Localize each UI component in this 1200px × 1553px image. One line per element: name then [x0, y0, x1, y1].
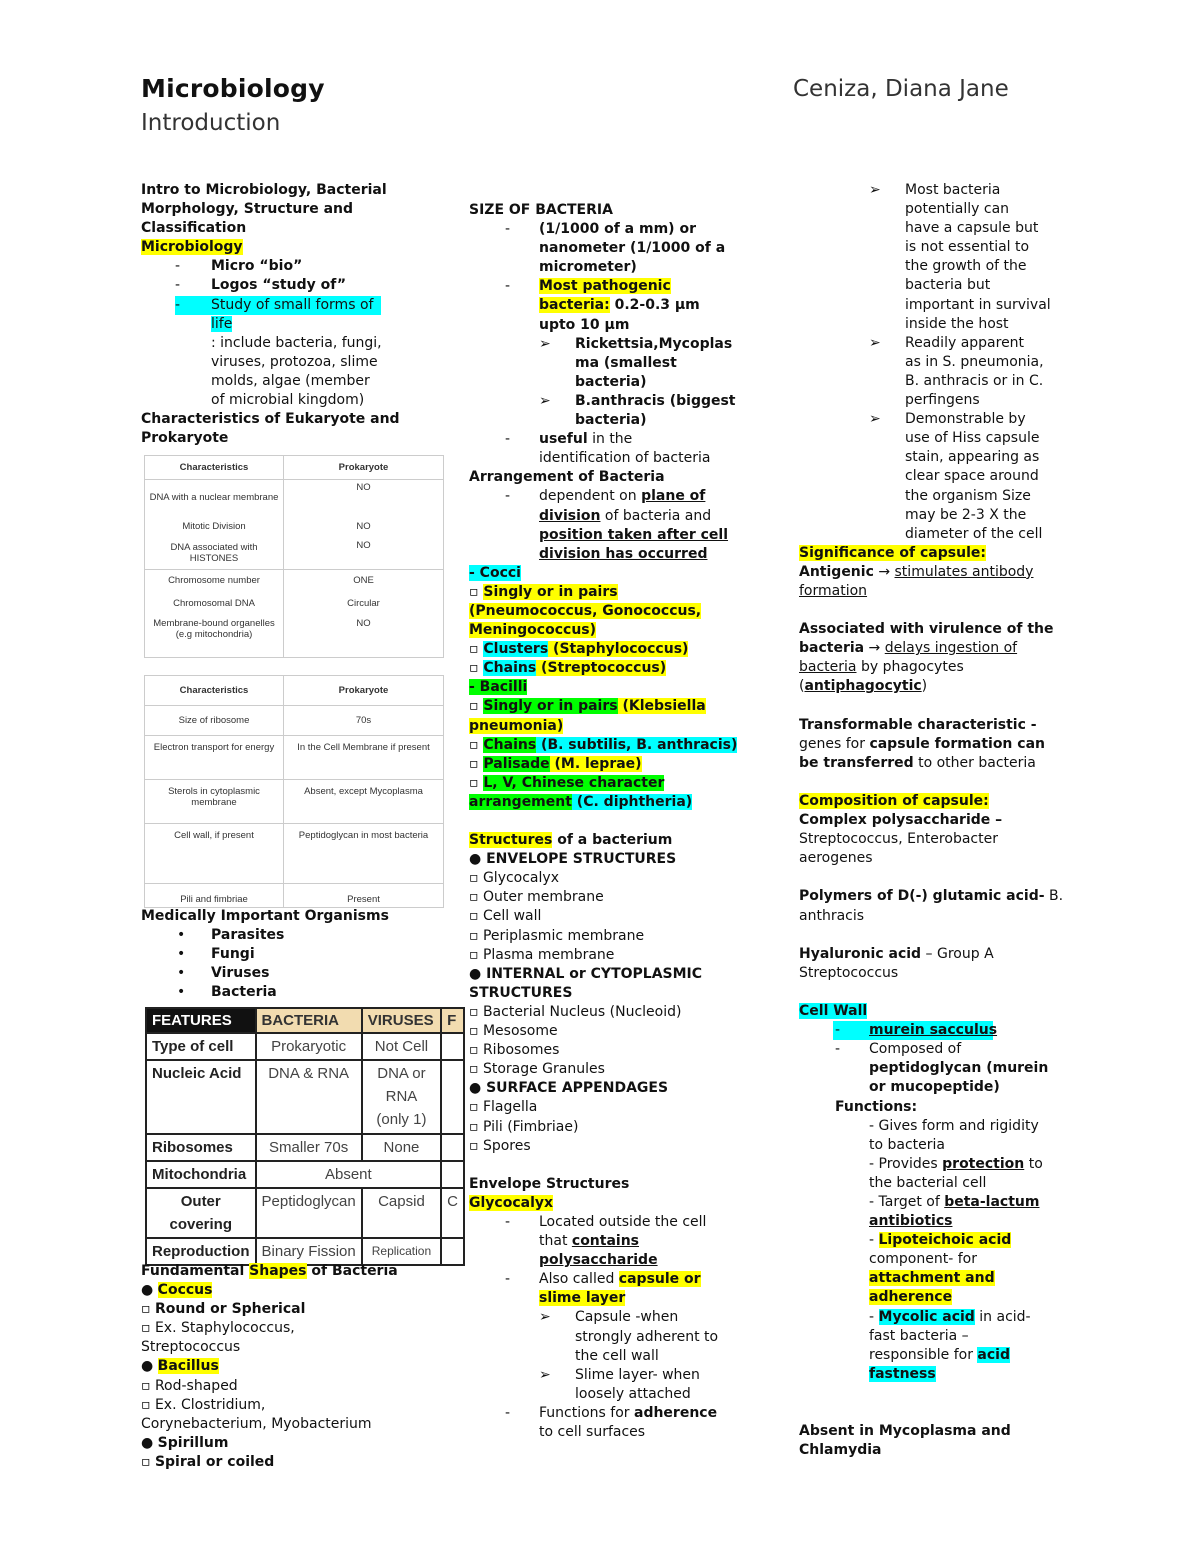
shape-desc: Spiral or coiled — [154, 1453, 275, 1470]
surface-heading: SURFACE APPENDAGES — [486, 1080, 669, 1097]
features-cell: DNA & RNA — [256, 1060, 362, 1134]
intro-heading-2: Morphology, Structure and — [141, 201, 354, 218]
cocci-item: Meningococcus) — [469, 622, 597, 639]
cell-wall-heading: Cell Wall — [799, 1003, 868, 1020]
size-line: bacteria: — [539, 297, 610, 314]
features-cell: Reproduction — [146, 1238, 256, 1265]
table2-cell: Absent, except Mycoplasma — [284, 780, 444, 824]
shape-bacillus: Bacillus — [157, 1358, 219, 1375]
functions-heading: Functions: — [835, 1098, 918, 1115]
arrangement-line: position taken after cell — [539, 526, 729, 543]
cell-wall-line: peptidoglycan (murein — [869, 1060, 1049, 1077]
table2-cell: In the Cell Membrane if present — [284, 736, 444, 780]
capsule-line: perfingens — [905, 392, 980, 409]
table1-cell: NO — [284, 516, 444, 538]
intro-heading-1: Intro to Microbiology, Bacterial — [141, 182, 387, 198]
dash-marker: - — [505, 221, 511, 238]
char-heading-1: Characteristics of Eukaryote and — [141, 411, 400, 428]
column-1-shapes — [141, 1262, 441, 1472]
capsule-line: have a capsule but — [905, 220, 1039, 237]
intro-heading-3: Classification — [141, 220, 247, 237]
capsule-line: stain, appearing as — [905, 449, 1040, 466]
features-cell: Ribosomes — [146, 1134, 256, 1161]
features-cell: C — [441, 1188, 464, 1238]
envelope-heading: ENVELOPE STRUCTURES — [486, 851, 677, 868]
bullet: ▫ — [141, 1453, 151, 1470]
table1-cell: Chromosomal DNA — [145, 592, 284, 616]
table2-cell: Pili and fimbriae — [145, 884, 284, 908]
internal-heading: INTERNAL or CYTOPLASMIC — [486, 965, 703, 982]
capsule-line: use of Hiss capsule — [905, 430, 1040, 447]
size-line: Most pathogenic — [539, 278, 671, 295]
bullet: ▫ — [141, 1396, 151, 1413]
features-cell: Type of cell — [146, 1033, 256, 1060]
size-line: identification of bacteria — [539, 450, 711, 467]
size-line: ma (smallest — [575, 354, 677, 371]
bullet: • — [177, 965, 186, 982]
table1-cell: Circular — [284, 592, 444, 616]
med-item: Bacteria — [211, 984, 277, 1001]
size-line: useful — [539, 431, 588, 448]
size-line: B.anthracis (biggest — [575, 392, 736, 409]
cocci-item: Singly or in pairs — [483, 583, 618, 600]
polymers-line: anthracis — [799, 907, 865, 924]
glyco-line: polysaccharide — [539, 1252, 658, 1269]
function-line: to bacteria — [869, 1136, 945, 1153]
dash-marker: - — [175, 258, 181, 275]
med-heading: Medically Important Organisms — [141, 908, 389, 924]
table2-cell: Peptidoglycan in most bacteria — [284, 824, 444, 884]
features-cell: Outer covering — [146, 1188, 256, 1238]
viruses-header: VIRUSES — [362, 1008, 441, 1033]
med-item: Viruses — [211, 965, 270, 982]
glyco-line: the cell wall — [575, 1347, 659, 1364]
bullet: • — [177, 927, 186, 944]
column-3: ➢ Most bacteria potentially can have a capsule but is not essential to the growth of the bacteria but important in survival inside the host ➢ Readily apparent as in S. pneumonia, B. anthracis or in C. perfingens ➢ Demonstrable by use of Hiss capsule stain, appearing as clear space around the organism Size may be 2-3 X the diameter of the cell Significance of capsule: Antigenic → stimulates antibody formation Associated with virulence of the bacteria → delays ingestion of bacteria by phagocytes (antiphagocytic) Transformable characteristic - genes for capsule formation can be transferred to other bacteria Composition of capsule: Complex polysaccharide – Streptococcus, Enterobacter aerogenes Polymers of D(-) glutamic acid- B. anthracis Hyaluronic acid – Group A Streptococcus Cell Wall - murein sacculus - Composed of peptidoglycan (murein or mucopeptide) Functions: - Gives form and rigidity to bacteria - Provides protection to the bacterial cell - Target of beta-lactum antibiotics - Lipoteichoic acid component- for attachment and adherence - Mycolic acid in acid- fast bacteria – responsible for acid fastness Absent in Mycoplasma and Chlamydia — [799, 181, 1069, 1460]
micro-item-1: Micro “bio” — [211, 258, 303, 275]
cocci-item: (Pneumococcus, Gonococcus, — [469, 602, 702, 619]
absent-line: Absent in Mycoplasma and — [799, 1423, 1011, 1440]
fungi-header: F — [441, 1008, 464, 1033]
table1-cell: NO — [284, 538, 444, 570]
table2-cell: Sterols in cytoplasmic membrane — [145, 780, 284, 824]
shape-desc: Rod-shaped — [154, 1377, 238, 1394]
microbiology-heading: Microbiology — [141, 239, 243, 256]
cell-wall-line: or mucopeptide) — [869, 1079, 1000, 1096]
arrangement-heading: Arrangement of Bacteria — [469, 469, 665, 486]
table2-header-characteristics: Characteristics — [145, 676, 284, 706]
size-line: micrometer) — [539, 259, 637, 276]
column-1 — [141, 181, 441, 448]
capsule-line: the organism Size — [905, 487, 1031, 504]
glyco-line: to cell surfaces — [539, 1424, 646, 1440]
shape-spirillum: Spirillum — [157, 1434, 229, 1451]
dash-marker: - — [505, 278, 511, 295]
features-cell: Capsid — [362, 1188, 441, 1238]
bullet: ● — [141, 1358, 154, 1375]
shape-desc: Ex. Clostridium, — [154, 1396, 266, 1413]
features-cell: Binary Fission — [256, 1238, 362, 1265]
size-line: nanometer (1/1000 of a — [539, 240, 726, 257]
table2-cell: Size of ribosome — [145, 706, 284, 736]
shape-desc: Ex. Staphylococcus, — [154, 1320, 295, 1337]
micro-cont-5: of microbial kingdom) — [211, 392, 365, 409]
size-line: bacteria) — [575, 412, 647, 429]
shape-desc: Corynebacterium, Myobacterium — [141, 1415, 372, 1432]
function-line: the bacterial cell — [869, 1174, 987, 1191]
antigenic-line: formation — [799, 582, 868, 599]
arrow-marker: ➢ — [539, 335, 551, 352]
micro-cont-1: life — [211, 315, 233, 332]
composition-line: aerogenes — [799, 850, 873, 867]
function-line: - Gives form and rigidity — [869, 1117, 1039, 1134]
column-1-med — [141, 907, 441, 1002]
features-table — [145, 1007, 458, 1260]
table1-cell: DNA associated with HISTONES — [145, 538, 284, 570]
micro-item-3: Study of small forms of — [211, 296, 374, 313]
table1-cell: DNA with a nuclear membrane — [145, 480, 284, 516]
bullet: • — [177, 946, 186, 963]
arrow-marker: ➢ — [539, 392, 551, 409]
internal-heading-2: STRUCTURES — [469, 984, 573, 1001]
table1-header-prokaryote: Prokaryote — [284, 456, 444, 480]
size-line: Rickettsia,Mycoplas — [575, 335, 733, 352]
function-line: fast bacteria – — [869, 1327, 969, 1344]
glycocalyx-heading: Glycocalyx — [469, 1194, 554, 1211]
function-line: antibiotics — [869, 1213, 953, 1230]
features-cell: None — [362, 1134, 441, 1161]
composition-line: Complex polysaccharide – — [799, 812, 1003, 829]
function-line: component- for — [869, 1251, 977, 1268]
table1-cell: Chromosome number — [145, 570, 284, 592]
bullet: ● — [141, 1434, 154, 1451]
capsule-line: bacteria but — [905, 277, 991, 294]
features-cell: Absent — [256, 1161, 442, 1188]
features-cell: Smaller 70s — [256, 1134, 362, 1161]
bullet: • — [177, 984, 186, 1001]
dash-marker: - — [175, 296, 181, 313]
bullet: ● — [141, 1282, 154, 1299]
table1-cell: Mitotic Division — [145, 516, 284, 538]
arrangement-line: division has occurred — [539, 545, 708, 562]
capsule-line: diameter of the cell — [905, 525, 1043, 542]
table1-cell: Membrane-bound organelles (e.g mitochondria) — [145, 616, 284, 658]
author-name: Ceniza, Diana Jane — [793, 76, 1009, 102]
features-cell: Replication — [362, 1238, 441, 1265]
shape-desc: Streptococcus — [141, 1339, 241, 1356]
column-2: SIZE OF BACTERIA - (1/1000 of a mm) or nanometer (1/1000 of a micrometer) - Most pathogenic bacteria: 0.2-0.3 μm upto 10 μm ➢ Rickettsia,Mycoplas ma (smallest bacteria) ➢ B.anthracis (biggest bacteria) - useful in the identification of bacteria Arrangement of Bacteria - dependent on plane of division of bacteria and position taken after cell division has occurred - Cocci ▫ Singly or in pairs (Pneumococcus, Gonococcus, Meningococcus) ▫ Clusters (Staphylococcus) ▫ Chains (Streptococcus) - Bacilli ▫ Singly or in pairs (Klebsiella pneumonia) ▫ Chains (B. subtilis, B. anthracis) ▫ Palisade (M. leprae) ▫ L, V, Chinese character arrangement (C. diphtheria) Structures of a bacterium ● ENVELOPE STRUCTURES ▫ Glycocalyx ▫ Outer membrane ▫ Cell wall ▫ Periplasmic membrane ▫ Plasma membrane ● INTERNAL or CYTOPLASMIC STRUCTURES ▫ Bacterial Nucleus (Nucleoid) ▫ Mesosome ▫ Ribosomes ▫ Storage Granules ● SURFACE APPENDAGES ▫ Flagella ▫ Pili (Fimbriae) ▫ Spores Envelope Structures Glycocalyx - Located outside the cell that contains polysaccharide - Also called capsule or slime layer ➢ Capsule -when strongly adherent to the cell wall ➢ Slime layer- when loosely attached - Functions for adherence to cell surfaces — [469, 201, 749, 1442]
table1-header-characteristics: Characteristics — [145, 456, 284, 480]
absent-line: Chlamydia — [799, 1442, 882, 1459]
page-title: Microbiology — [141, 74, 325, 103]
table2-cell: 70s — [284, 706, 444, 736]
table2-cell: Present — [284, 884, 444, 908]
glyco-line: loosely attached — [575, 1385, 691, 1402]
char-heading-2: Prokaryote — [141, 430, 229, 447]
capsule-line: clear space around — [905, 468, 1039, 485]
transformable-line: Transformable characteristic - — [799, 716, 1037, 733]
capsule-line: as in S. pneumonia, — [905, 353, 1044, 370]
micro-cont-2: : include bacteria, fungi, — [211, 334, 382, 351]
features-header: FEATURES — [146, 1008, 256, 1033]
cocci-label: - Cocci — [469, 564, 521, 581]
capsule-line: may be 2-3 X the — [905, 506, 1027, 523]
capsule-line: potentially can — [905, 201, 1010, 218]
bullet: ▫ — [141, 1320, 151, 1337]
hyaluronic-line: Streptococcus — [799, 964, 899, 981]
capsule-line: inside the host — [905, 315, 1009, 332]
med-item: Parasites — [211, 927, 285, 944]
shapes-heading: Fundamental Shapes of Bacteria — [141, 1263, 398, 1279]
page-subtitle: Introduction — [141, 110, 281, 136]
features-cell: DNA or RNA (only 1) — [362, 1060, 441, 1134]
virulence-line: Associated with virulence of the — [799, 621, 1054, 638]
bacteria-header: BACTERIA — [256, 1008, 362, 1033]
dash-marker: - — [505, 431, 511, 448]
micro-item-2: Logos “study of” — [211, 277, 347, 294]
size-line: (1/1000 of a mm) or — [539, 221, 696, 238]
size-line: bacteria) — [575, 373, 647, 390]
features-cell: Not Cell — [362, 1033, 441, 1060]
capsule-line: the growth of the — [905, 258, 1027, 275]
composition-heading: Composition of capsule: — [799, 793, 989, 809]
envelope-structures-heading: Envelope Structures — [469, 1175, 630, 1192]
features-cell: Peptidoglycan — [256, 1188, 362, 1238]
size-line: upto 10 μm — [539, 316, 630, 333]
shape-desc: Round or Spherical — [154, 1301, 306, 1318]
significance-heading: Significance of capsule: — [799, 544, 986, 561]
table-eukaryote-prokaryote-2 — [144, 675, 436, 905]
table2-cell: Electron transport for energy — [145, 736, 284, 780]
composition-line: Streptococcus, Enterobacter — [799, 831, 998, 848]
size-heading: SIZE OF BACTERIA — [469, 202, 613, 218]
med-item: Fungi — [211, 946, 255, 963]
table2-cell: Cell wall, if present — [145, 824, 284, 884]
bullet: ▫ — [141, 1301, 151, 1318]
table1-cell: ONE — [284, 570, 444, 592]
table1-cell: NO — [284, 616, 444, 658]
table-eukaryote-prokaryote-1 — [144, 455, 436, 665]
table2-header-prokaryote: Prokaryote — [284, 676, 444, 706]
dash-marker: - — [505, 488, 511, 505]
capsule-line: B. anthracis or in C. — [905, 372, 1044, 389]
features-cell: Mitochondria — [146, 1161, 256, 1188]
micro-cont-3: viruses, protozoa, slime — [211, 353, 378, 370]
capsule-line: is not essential to — [905, 239, 1030, 256]
features-cell: Prokaryotic — [256, 1033, 362, 1060]
capsule-line: important in survival — [905, 296, 1051, 313]
shape-coccus: Coccus — [157, 1282, 213, 1299]
bullet: ▫ — [141, 1377, 151, 1394]
micro-cont-4: molds, algae (member — [211, 372, 370, 389]
bacilli-label: - Bacilli — [469, 679, 528, 696]
glyco-line: strongly adherent to — [575, 1328, 719, 1345]
table1-cell: NO — [284, 480, 444, 516]
features-cell: Nucleic Acid — [146, 1060, 256, 1134]
dash-marker: - — [175, 277, 181, 294]
